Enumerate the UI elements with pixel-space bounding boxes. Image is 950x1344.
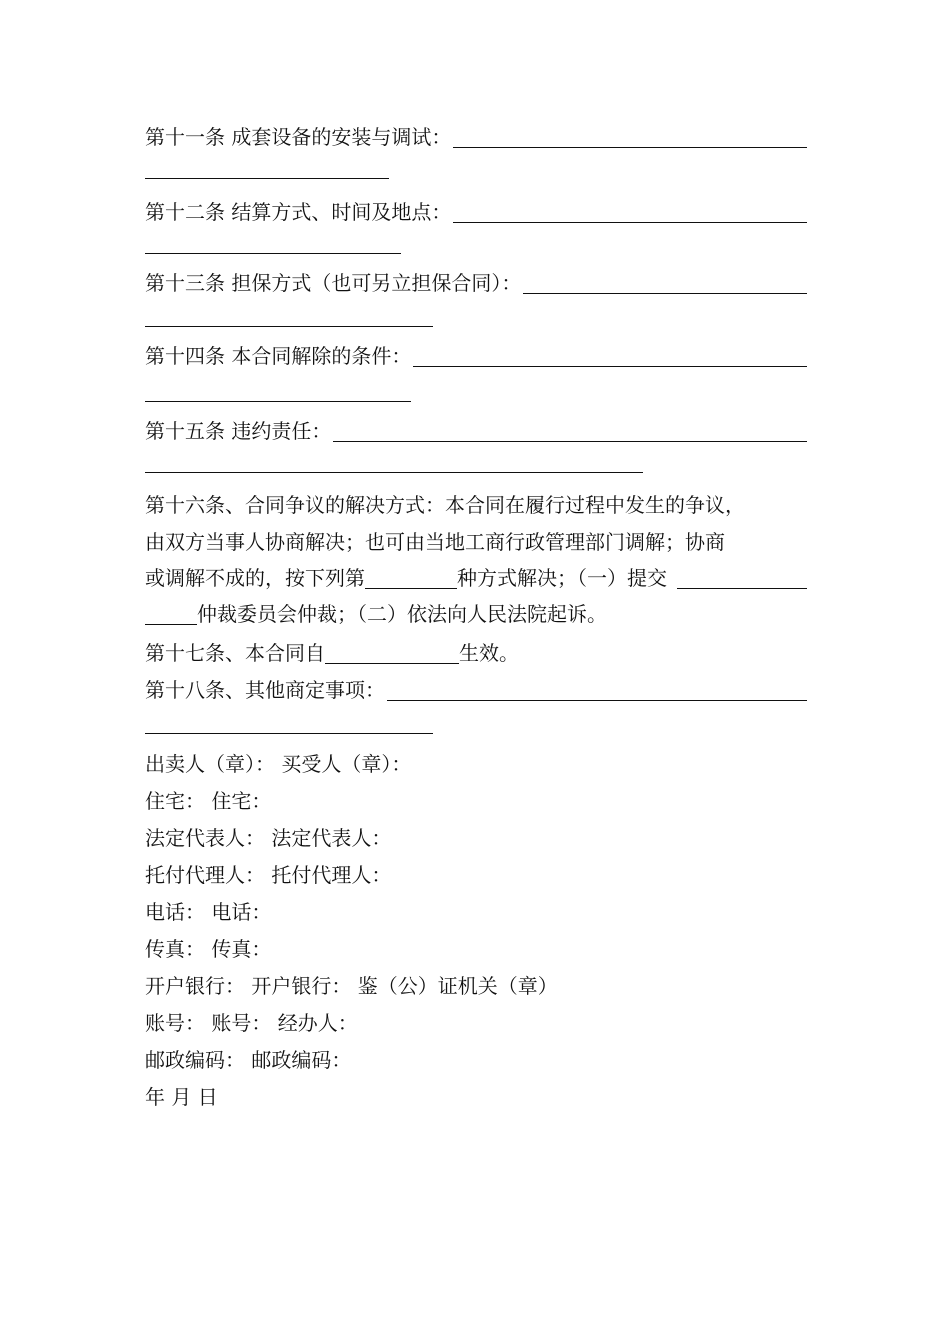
article-15-label: 第十五条 违约责任： xyxy=(145,419,332,443)
signature-agent-text: 托付代理人： 托付代理人： xyxy=(145,863,392,887)
article-14-blank xyxy=(413,346,807,367)
article-16-line-3 xyxy=(145,563,807,593)
article-17 xyxy=(145,638,807,668)
article-11-blank-continued xyxy=(145,178,389,179)
signature-bank-text: 开户银行： 开户银行： 鉴（公）证机关（章） xyxy=(145,974,558,998)
signature-phone-text: 电话： 电话： xyxy=(145,900,272,924)
article-15-blank xyxy=(333,421,807,442)
article-13-blank-continued xyxy=(145,326,433,327)
article-12-blank xyxy=(453,202,807,223)
article-17-date-blank xyxy=(325,643,459,664)
article-13-blank xyxy=(523,273,807,294)
article-16-text: 或调解不成的，按下列第 xyxy=(145,566,365,590)
signature-fax xyxy=(145,934,271,964)
signature-address xyxy=(145,786,271,816)
article-17-suffix: 生效。 xyxy=(459,641,519,665)
signature-parties xyxy=(145,749,411,779)
signature-fax-text: 传真： 传真： xyxy=(145,937,272,961)
article-16-text: 第十六条、合同争议的解决方式：本合同在履行过程中发生的争议， xyxy=(145,493,745,517)
article-18-label: 第十八条、其他商定事项： xyxy=(145,678,385,702)
article-18-blank xyxy=(387,680,807,701)
article-18 xyxy=(145,675,807,705)
signature-address-text: 住宅： 住宅： xyxy=(145,789,272,813)
signature-legal-rep xyxy=(145,823,391,853)
article-18-blank-continued xyxy=(145,733,433,734)
article-14-blank-continued xyxy=(145,401,411,402)
article-16-text: 种方式解决；（一）提交 xyxy=(457,566,667,590)
signature-parties-text: 出卖人（章）： 买受人（章）： xyxy=(145,752,412,776)
signature-date-text: 年 月 日 xyxy=(145,1085,218,1109)
article-16-text: 仲裁委员会仲裁；（二）依法向人民法院起诉。 xyxy=(197,602,607,626)
article-16-arbitration-blank xyxy=(677,568,807,589)
article-12 xyxy=(145,197,807,227)
article-15 xyxy=(145,416,807,446)
article-11-label: 第十一条 成套设备的安装与调试： xyxy=(145,125,452,149)
signature-account xyxy=(145,1008,358,1038)
article-16-text: 由双方当事人协商解决；也可由当地工商行政管理部门调解；协商 xyxy=(145,530,725,554)
article-13-label: 第十三条 担保方式（也可另立担保合同）： xyxy=(145,271,522,295)
signature-phone xyxy=(145,897,271,927)
article-11-blank xyxy=(453,127,807,148)
article-16-line-2 xyxy=(145,527,807,557)
article-12-blank-continued xyxy=(145,253,401,254)
article-15-blank-continued xyxy=(145,472,643,473)
signature-postcode xyxy=(145,1045,351,1075)
article-16-arbitration-blank-continued xyxy=(145,604,197,625)
signature-agent xyxy=(145,860,391,890)
signature-bank xyxy=(145,971,558,1001)
signature-date xyxy=(145,1082,218,1112)
article-16-line-1 xyxy=(145,490,807,520)
article-14-label: 第十四条 本合同解除的条件： xyxy=(145,344,412,368)
article-12-label: 第十二条 结算方式、时间及地点： xyxy=(145,200,452,224)
signature-account-text: 账号： 账号： 经办人： xyxy=(145,1011,358,1035)
article-17-label: 第十七条、本合同自 xyxy=(145,641,325,665)
article-16-line-4 xyxy=(145,599,807,629)
article-14 xyxy=(145,341,807,371)
signature-legal-rep-text: 法定代表人： 法定代表人： xyxy=(145,826,392,850)
article-16-choice-blank xyxy=(365,568,457,589)
article-13 xyxy=(145,268,807,298)
article-11 xyxy=(145,122,807,152)
signature-postcode-text: 邮政编码： 邮政编码： xyxy=(145,1048,352,1072)
